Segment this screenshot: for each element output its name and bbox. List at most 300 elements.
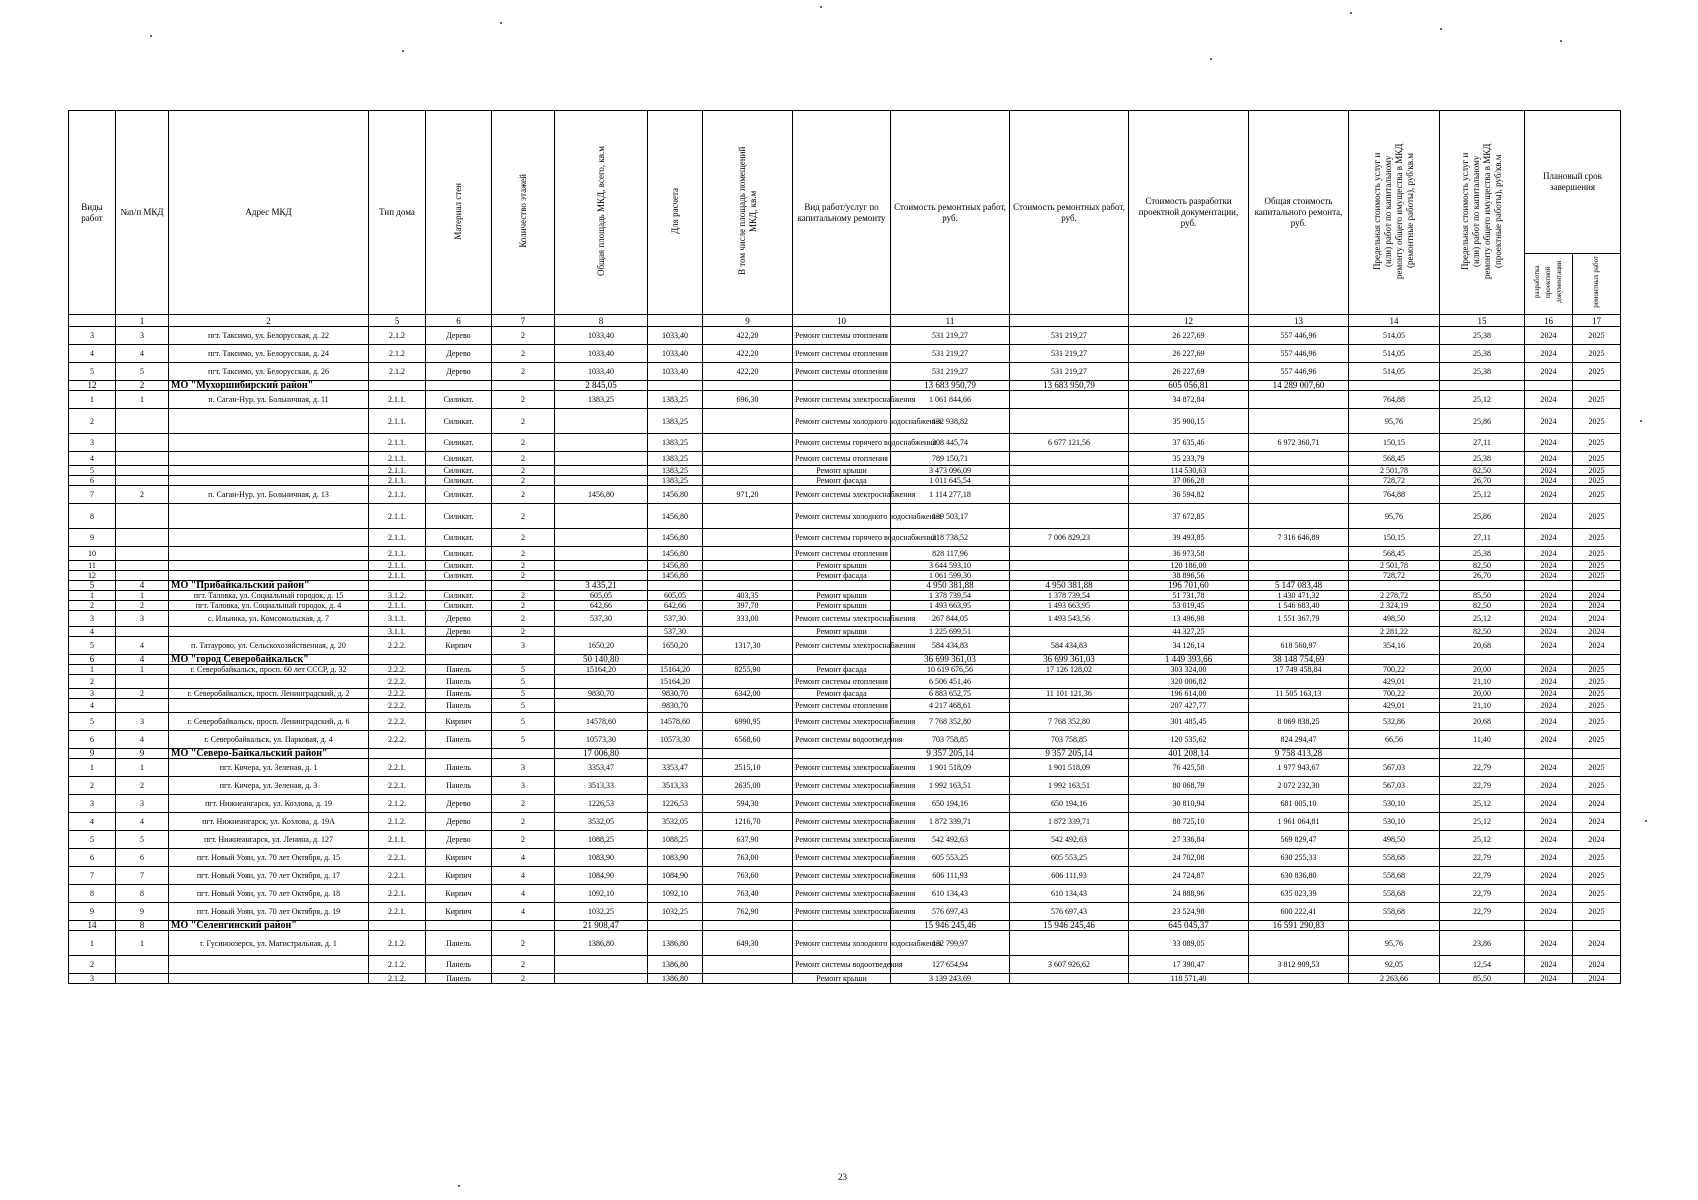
cell-house-no: 2 — [116, 381, 169, 391]
cell-house-type: 2.1.2 — [369, 345, 426, 363]
cell-term-repair — [1573, 381, 1621, 391]
cell-floors: 2 — [492, 547, 555, 561]
column-number: 13 — [1249, 315, 1349, 327]
cell-house-type: 2.2.2. — [369, 665, 426, 675]
table-row — [69, 974, 1621, 984]
cell-cost-repair: 650 194,16 — [891, 795, 1010, 813]
cell-limit-repair: 532,86 — [1349, 713, 1440, 731]
cell-house-no — [116, 561, 169, 571]
cell-work-type: Ремонт системы водоотведения — [793, 956, 891, 974]
cell-cost-repair: 6 506 451,46 — [891, 675, 1010, 689]
cell-wall-material: Дерево — [426, 795, 492, 813]
cell-cost-design: 118 571,40 — [1129, 974, 1249, 984]
cell-term-design: 2024 — [1525, 363, 1573, 381]
cell-area-premises: 1317,30 — [703, 637, 793, 655]
table-row — [69, 486, 1621, 504]
cell-work-type: Ремонт крыши — [793, 466, 891, 476]
cell-work-kind: 3 — [69, 434, 116, 452]
cell-limit-design: 25,12 — [1440, 831, 1525, 849]
cell-work-kind: 5 — [69, 831, 116, 849]
cell-work-kind: 9 — [69, 749, 116, 759]
cell-work-type: Ремонт системы электроснабжения — [793, 849, 891, 867]
cell-address: пгт. Новый Уоян, ул. 70 лет Октября, д. 17 — [169, 867, 369, 885]
cell-cost-design: 33 089,05 — [1129, 931, 1249, 956]
cell-cost-total: 1 551 367,79 — [1249, 611, 1349, 627]
cell-cost-design: 35 900,15 — [1129, 409, 1249, 434]
cell-limit-design: 85,50 — [1440, 974, 1525, 984]
cell-floors: 5 — [492, 675, 555, 689]
cell-work-type: Ремонт системы отопления — [793, 363, 891, 381]
header-floors: Количество этажей — [492, 111, 555, 315]
cell-limit-repair: 498,50 — [1349, 611, 1440, 627]
cell-term-design: 2024 — [1525, 591, 1573, 601]
cell-house-no — [116, 476, 169, 486]
cell-area-premises: 6342,00 — [703, 689, 793, 699]
cell-cost-repair: 789 150,71 — [891, 452, 1010, 466]
cell-term-repair: 2024 — [1573, 956, 1621, 974]
cell-cost-repair-total: 13 683 950,79 — [1010, 381, 1129, 391]
cell-cost-repair-total — [1010, 699, 1129, 713]
cell-cost-repair: 3 139 243,69 — [891, 974, 1010, 984]
cell-area-calc: 1386,80 — [648, 974, 703, 984]
cell-limit-repair: 498,50 — [1349, 831, 1440, 849]
municipality-subtotal-row — [69, 749, 1621, 759]
cell-house-no: 8 — [116, 921, 169, 931]
cell-work-kind: 10 — [69, 547, 116, 561]
header-cost-repair: Стоимость ремонтных работ, руб. — [891, 111, 1010, 315]
cell-cost-repair-total: 1 493 663,95 — [1010, 601, 1129, 611]
cell-limit-repair: 568,45 — [1349, 452, 1440, 466]
cell-wall-material: Силикат. — [426, 571, 492, 581]
cell-area-premises — [703, 749, 793, 759]
cell-work-kind: 12 — [69, 381, 116, 391]
cell-area-premises — [703, 529, 793, 547]
cell-house-no: 4 — [116, 345, 169, 363]
cell-work-type: Ремонт системы горячего водоснабжения — [793, 529, 891, 547]
cell-wall-material — [426, 655, 492, 665]
cell-address: МО "Селенгинский район" — [169, 921, 369, 931]
cell-cost-total: 2 072 232,30 — [1249, 777, 1349, 795]
cell-house-type: 3.1.2. — [369, 591, 426, 601]
cell-limit-design: 82,50 — [1440, 466, 1525, 476]
cell-area-calc: 3532,05 — [648, 813, 703, 831]
cell-limit-repair: 558,68 — [1349, 903, 1440, 921]
header-address: Адрес МКД — [169, 111, 369, 315]
cell-work-kind: 9 — [69, 529, 116, 547]
cell-cost-design: 35 233,79 — [1129, 452, 1249, 466]
cell-house-type: 2.2.2. — [369, 637, 426, 655]
cell-term-repair: 2025 — [1573, 561, 1621, 571]
cell-work-type: Ремонт системы электроснабжения — [793, 759, 891, 777]
table-row — [69, 699, 1621, 713]
cell-house-type: 2.1.1. — [369, 409, 426, 434]
table-row — [69, 434, 1621, 452]
cell-house-no — [116, 547, 169, 561]
cell-area-premises — [703, 655, 793, 665]
cell-house-no: 5 — [116, 831, 169, 849]
cell-work-type: Ремонт фасада — [793, 476, 891, 486]
cell-area-calc: 15164,20 — [648, 675, 703, 689]
cell-cost-total: 557 446,96 — [1249, 345, 1349, 363]
cell-term-repair: 2024 — [1573, 591, 1621, 601]
cell-area-calc: 1084,90 — [648, 867, 703, 885]
cell-wall-material: Силикат. — [426, 591, 492, 601]
table-row — [69, 689, 1621, 699]
cell-term-design: 2024 — [1525, 571, 1573, 581]
cell-cost-design: 30 810,94 — [1129, 795, 1249, 813]
cell-cost-design: 23 524,98 — [1129, 903, 1249, 921]
cell-cost-repair: 610 134,43 — [891, 885, 1010, 903]
cell-area-calc: 1033,40 — [648, 363, 703, 381]
cell-cost-repair-total: 7 768 352,80 — [1010, 713, 1129, 731]
cell-cost-repair: 531 219,27 — [891, 327, 1010, 345]
cell-term-design: 2024 — [1525, 409, 1573, 434]
cell-floors: 2 — [492, 931, 555, 956]
cell-floors: 2 — [492, 452, 555, 466]
cell-limit-repair: 567,03 — [1349, 777, 1440, 795]
cell-house-type — [369, 655, 426, 665]
cell-limit-design: 23,86 — [1440, 931, 1525, 956]
header-term-repair: ремонтных работ — [1573, 254, 1621, 315]
cell-cost-repair-total: 9 357 205,14 — [1010, 749, 1129, 759]
cell-cost-repair: 1 493 663,95 — [891, 601, 1010, 611]
cell-cost-total: 6 972 360,71 — [1249, 434, 1349, 452]
cell-house-no — [116, 409, 169, 434]
cell-house-no — [116, 452, 169, 466]
cell-term-design: 2024 — [1525, 699, 1573, 713]
cell-cost-design: 26 227,69 — [1129, 363, 1249, 381]
cell-house-no — [116, 529, 169, 547]
cell-area-calc — [648, 921, 703, 931]
cell-floors: 5 — [492, 689, 555, 699]
cell-house-type: 2.2.1. — [369, 885, 426, 903]
cell-address: пгт. Нижнеангарск, ул. Ленина, д. 127 — [169, 831, 369, 849]
cell-area-calc: 10573,30 — [648, 731, 703, 749]
scan-speck — [402, 50, 404, 52]
cell-limit-repair: 558,68 — [1349, 885, 1440, 903]
cell-area-total: 1033,40 — [555, 363, 648, 381]
cell-area-calc: 1383,25 — [648, 434, 703, 452]
cell-work-type — [793, 655, 891, 665]
cell-address: МО "Мухоршибирский район" — [169, 381, 369, 391]
cell-area-premises: 6568,60 — [703, 731, 793, 749]
cell-area-calc: 1032,25 — [648, 903, 703, 921]
cell-limit-repair — [1349, 581, 1440, 591]
cell-cost-repair: 4 217 468,61 — [891, 699, 1010, 713]
cell-area-total: 1033,40 — [555, 345, 648, 363]
cell-term-design: 2024 — [1525, 504, 1573, 529]
cell-address — [169, 547, 369, 561]
cell-cost-repair-total — [1010, 466, 1129, 476]
cell-address: п. Саган-Нур, ул. Больничная, д. 11 — [169, 391, 369, 409]
cell-house-no — [116, 434, 169, 452]
column-number — [648, 315, 703, 327]
cell-term-design: 2024 — [1525, 391, 1573, 409]
cell-term-design — [1525, 581, 1573, 591]
cell-house-no — [116, 974, 169, 984]
cell-work-kind: 2 — [69, 675, 116, 689]
cell-cost-repair-total — [1010, 974, 1129, 984]
cell-area-total: 1386,80 — [555, 931, 648, 956]
cell-house-no: 2 — [116, 601, 169, 611]
cell-address: пгт. Новый Уоян, ул. 70 лет Октября, д. 19 — [169, 903, 369, 921]
cell-cost-total — [1249, 675, 1349, 689]
cell-area-premises — [703, 956, 793, 974]
cell-term-design: 2024 — [1525, 327, 1573, 345]
cell-limit-repair: 2 281,22 — [1349, 627, 1440, 637]
cell-cost-repair: 10 619 676,56 — [891, 665, 1010, 675]
cell-house-type: 2.2.2. — [369, 689, 426, 699]
cell-term-design: 2024 — [1525, 529, 1573, 547]
cell-cost-total: 1 546 683,40 — [1249, 601, 1349, 611]
cell-limit-design: 25,12 — [1440, 486, 1525, 504]
cell-limit-repair: 530,10 — [1349, 795, 1440, 813]
cell-limit-design: 82,50 — [1440, 561, 1525, 571]
cell-limit-design: 85,50 — [1440, 591, 1525, 601]
cell-cost-repair-total — [1010, 561, 1129, 571]
cell-cost-repair: 606 111,93 — [891, 867, 1010, 885]
cell-work-kind: 14 — [69, 921, 116, 931]
cell-house-no — [116, 466, 169, 476]
cell-term-design — [1525, 381, 1573, 391]
cell-wall-material: Силикат. — [426, 547, 492, 561]
cell-area-premises: 763,40 — [703, 885, 793, 903]
municipality-subtotal-row — [69, 581, 1621, 591]
header-limit-design: Предельная стоимость услуг и (или) работ по капитальному ремонту общего имущества в МКД (проектные работы), руб/кв.м — [1440, 111, 1525, 315]
cell-cost-repair: 828 117,96 — [891, 547, 1010, 561]
cell-cost-design: 27 336,84 — [1129, 831, 1249, 849]
cell-limit-repair: 2 263,66 — [1349, 974, 1440, 984]
cell-area-total — [555, 466, 648, 476]
cell-work-kind: 6 — [69, 655, 116, 665]
cell-area-calc: 537,30 — [648, 611, 703, 627]
cell-work-type: Ремонт крыши — [793, 627, 891, 637]
cell-term-repair: 2025 — [1573, 777, 1621, 795]
cell-area-premises — [703, 466, 793, 476]
cell-area-total: 10573,30 — [555, 731, 648, 749]
cell-limit-repair: 764,88 — [1349, 486, 1440, 504]
cell-cost-total: 569 829,47 — [1249, 831, 1349, 849]
cell-address: МО "Северо-Байкальский район" — [169, 749, 369, 759]
header-area-total: Общая площадь МКД, всего, кв.м — [555, 111, 648, 315]
cell-floors: 2 — [492, 561, 555, 571]
cell-area-total: 9830,70 — [555, 689, 648, 699]
cell-cost-repair: 1 114 277,18 — [891, 486, 1010, 504]
cell-limit-repair: 95,76 — [1349, 931, 1440, 956]
cell-wall-material: Дерево — [426, 627, 492, 637]
cell-limit-design: 21,10 — [1440, 699, 1525, 713]
cell-wall-material: Силикат. — [426, 466, 492, 476]
cell-address: п. Татаурово, ул. Сельскохозяйственная, д. 20 — [169, 637, 369, 655]
cell-cost-design: 1 449 393,66 — [1129, 655, 1249, 665]
table-row — [69, 903, 1621, 921]
cell-limit-design: 22,79 — [1440, 759, 1525, 777]
cell-cost-total — [1249, 409, 1349, 434]
cell-area-total: 3532,05 — [555, 813, 648, 831]
table-row — [69, 931, 1621, 956]
cell-limit-repair: 568,45 — [1349, 547, 1440, 561]
header-vid: Виды работ — [69, 111, 116, 315]
cell-address — [169, 699, 369, 713]
scan-speck — [458, 1185, 460, 1187]
cell-area-total: 1226,53 — [555, 795, 648, 813]
cell-limit-design: 27,11 — [1440, 529, 1525, 547]
cell-area-total: 1383,25 — [555, 391, 648, 409]
cell-work-kind: 4 — [69, 627, 116, 637]
cell-address — [169, 504, 369, 529]
cell-house-no: 2 — [116, 689, 169, 699]
cell-work-kind: 6 — [69, 476, 116, 486]
table-row — [69, 956, 1621, 974]
cell-area-total: 21 908,47 — [555, 921, 648, 931]
cell-area-calc: 1456,80 — [648, 486, 703, 504]
cell-work-type: Ремонт системы электроснабжения — [793, 637, 891, 655]
cell-cost-total: 1 977 943,67 — [1249, 759, 1349, 777]
cell-cost-total — [1249, 486, 1349, 504]
cell-address: пгт. Новый Уоян, ул. 70 лет Октября, д. 15 — [169, 849, 369, 867]
cell-wall-material: Силикат. — [426, 434, 492, 452]
cell-area-calc: 9830,70 — [648, 689, 703, 699]
cell-area-total — [555, 547, 648, 561]
cell-cost-repair-total: 17 126 128,02 — [1010, 665, 1129, 675]
cell-area-calc: 1088,25 — [648, 831, 703, 849]
cell-wall-material: Кирпич — [426, 903, 492, 921]
cell-term-design: 2024 — [1525, 813, 1573, 831]
column-number — [1010, 315, 1129, 327]
cell-work-type: Ремонт фасада — [793, 665, 891, 675]
cell-house-type: 2.1.2. — [369, 931, 426, 956]
cell-wall-material: Панель — [426, 731, 492, 749]
cell-area-premises: 333,00 — [703, 611, 793, 627]
table-row — [69, 571, 1621, 581]
cell-work-type: Ремонт крыши — [793, 591, 891, 601]
cell-wall-material: Силикат. — [426, 486, 492, 504]
cell-cost-total: 600 222,41 — [1249, 903, 1349, 921]
cell-work-kind: 5 — [69, 637, 116, 655]
table-row — [69, 547, 1621, 561]
cell-cost-repair-total — [1010, 486, 1129, 504]
cell-floors: 2 — [492, 529, 555, 547]
cell-cost-repair: 605 553,25 — [891, 849, 1010, 867]
cell-work-type: Ремонт системы электроснабжения — [793, 391, 891, 409]
cell-term-design: 2024 — [1525, 713, 1573, 731]
cell-area-calc: 3513,33 — [648, 777, 703, 795]
cell-cost-design: 37 635,46 — [1129, 434, 1249, 452]
cell-term-repair — [1573, 581, 1621, 591]
cell-floors: 2 — [492, 345, 555, 363]
municipality-subtotal-row — [69, 655, 1621, 665]
cell-floors — [492, 921, 555, 931]
cell-work-kind: 12 — [69, 571, 116, 581]
cell-term-design: 2024 — [1525, 885, 1573, 903]
cell-area-calc: 1456,80 — [648, 547, 703, 561]
cell-cost-repair: 1 061 844,66 — [891, 391, 1010, 409]
cell-term-repair: 2025 — [1573, 713, 1621, 731]
cell-area-premises — [703, 476, 793, 486]
cell-area-calc: 1383,25 — [648, 452, 703, 466]
cell-house-no: 4 — [116, 581, 169, 591]
cell-term-design: 2024 — [1525, 665, 1573, 675]
cell-limit-repair: 728,72 — [1349, 476, 1440, 486]
table-row — [69, 665, 1621, 675]
cell-floors: 2 — [492, 974, 555, 984]
cell-work-type: Ремонт системы отопления — [793, 327, 891, 345]
cell-area-premises: 763,00 — [703, 849, 793, 867]
cell-area-total: 50 140,80 — [555, 655, 648, 665]
cell-cost-repair-total: 1 378 739,54 — [1010, 591, 1129, 601]
cell-limit-design: 22,79 — [1440, 777, 1525, 795]
cell-limit-repair: 150,15 — [1349, 434, 1440, 452]
cell-cost-repair: 7 768 352,80 — [891, 713, 1010, 731]
cell-area-calc: 1456,80 — [648, 561, 703, 571]
cell-area-premises — [703, 699, 793, 713]
cell-address: пгт. Таксимо, ул. Белорусская, д. 24 — [169, 345, 369, 363]
cell-term-repair: 2025 — [1573, 363, 1621, 381]
cell-cost-total: 9 758 413,28 — [1249, 749, 1349, 759]
cell-limit-repair: 2 324,19 — [1349, 601, 1440, 611]
cell-area-total — [555, 452, 648, 466]
cell-cost-repair-total — [1010, 452, 1129, 466]
cell-floors: 2 — [492, 391, 555, 409]
cell-area-total: 642,66 — [555, 601, 648, 611]
cell-work-type: Ремонт фасада — [793, 689, 891, 699]
cell-area-calc: 1033,40 — [648, 327, 703, 345]
cell-cost-repair: 3 473 096,09 — [891, 466, 1010, 476]
cell-area-premises: 594,30 — [703, 795, 793, 813]
cell-cost-total — [1249, 571, 1349, 581]
cell-work-type: Ремонт системы холодного водоснабжения — [793, 931, 891, 956]
cell-limit-repair: 95,76 — [1349, 409, 1440, 434]
table-row — [69, 777, 1621, 795]
cell-area-total: 1088,25 — [555, 831, 648, 849]
cell-limit-repair: 92,05 — [1349, 956, 1440, 974]
cell-term-repair: 2025 — [1573, 452, 1621, 466]
cell-limit-design — [1440, 381, 1525, 391]
cell-term-design: 2024 — [1525, 731, 1573, 749]
column-number: 7 — [492, 315, 555, 327]
cell-floors: 5 — [492, 665, 555, 675]
cell-cost-repair: 13 683 950,79 — [891, 381, 1010, 391]
cell-work-kind: 5 — [69, 581, 116, 591]
cell-term-design: 2024 — [1525, 974, 1573, 984]
cell-house-type: 2.1.1. — [369, 529, 426, 547]
cell-wall-material: Дерево — [426, 813, 492, 831]
cell-term-design: 2024 — [1525, 452, 1573, 466]
cell-cost-design: 36 594,82 — [1129, 486, 1249, 504]
cell-term-repair — [1573, 749, 1621, 759]
cell-floors: 2 — [492, 327, 555, 345]
cell-wall-material: Силикат. — [426, 391, 492, 409]
cell-cost-design: 24 702,08 — [1129, 849, 1249, 867]
cell-floors: 4 — [492, 885, 555, 903]
cell-limit-design: 25,38 — [1440, 345, 1525, 363]
table-row — [69, 637, 1621, 655]
cell-work-type: Ремонт системы горячего водоснабжения — [793, 434, 891, 452]
cell-area-calc: 605,05 — [648, 591, 703, 601]
cell-cost-repair: 132 799,97 — [891, 931, 1010, 956]
cell-work-type: Ремонт системы электроснабжения — [793, 713, 891, 731]
cell-term-repair: 2025 — [1573, 699, 1621, 713]
cell-cost-design: 401 208,14 — [1129, 749, 1249, 759]
cell-cost-design: 26 227,69 — [1129, 345, 1249, 363]
cell-limit-design — [1440, 921, 1525, 931]
cell-term-design: 2024 — [1525, 561, 1573, 571]
header-area-premises: В том числе площадь помещений МКД, кв.м — [703, 111, 793, 315]
cell-work-kind: 3 — [69, 974, 116, 984]
cell-area-calc: 1383,25 — [648, 476, 703, 486]
cell-term-design: 2024 — [1525, 849, 1573, 867]
cell-area-total — [555, 529, 648, 547]
